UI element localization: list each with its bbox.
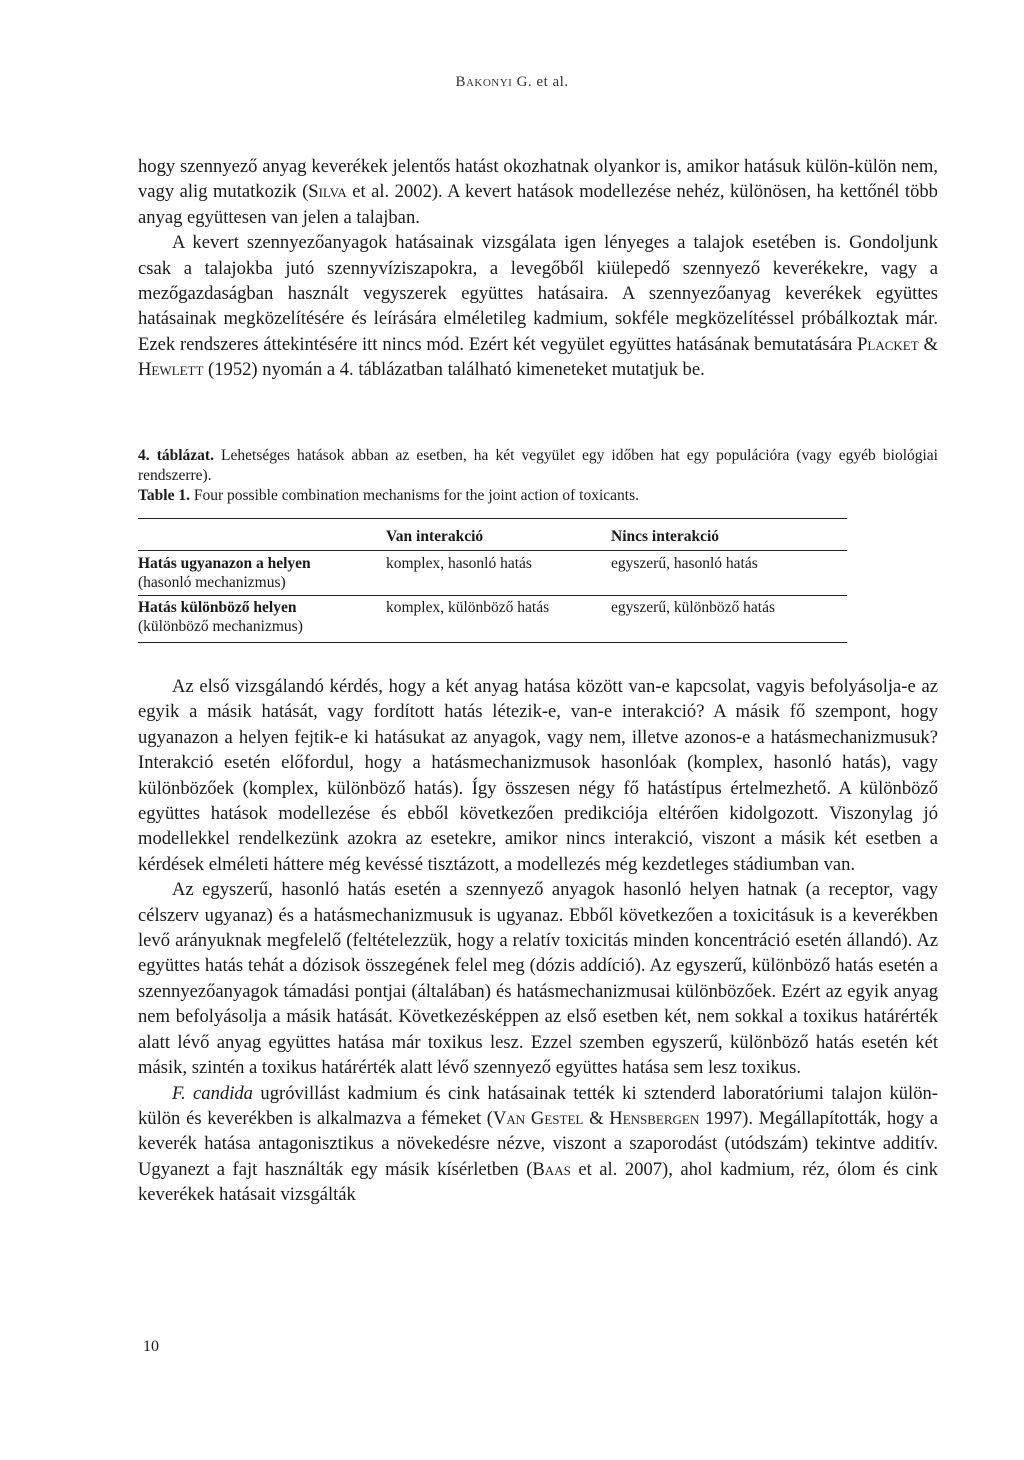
- table-cell-empty: [611, 573, 847, 596]
- paragraph-text: &: [583, 1107, 610, 1129]
- caption-label: 4. táblázat.: [138, 447, 214, 464]
- row-sublabel: (különböző mechanizmus): [138, 617, 386, 643]
- table-cell-empty: [386, 573, 611, 596]
- row-sublabel: (hasonló mechanizmus): [138, 573, 386, 596]
- citation-author: Silva: [308, 181, 347, 203]
- table-row: [138, 596, 847, 618]
- citation-author: Hewlett: [138, 359, 204, 381]
- citation-author: Placket: [857, 333, 919, 355]
- citation-author: Van Gestel: [492, 1107, 584, 1129]
- paragraph-text: hogy szennyező anyag keverékek jelentős hatást okozhatnak olyankor is, amikor hatásuk külön-külön nem, vagy alig mutatkozik (: [138, 156, 938, 203]
- table-cell: komplex, különböző hatás: [386, 599, 550, 616]
- caption-hu: [138, 446, 938, 486]
- table-cell: egyszerű, hasonló hatás: [611, 555, 758, 572]
- citation-author: Hensbergen: [609, 1107, 700, 1129]
- species-name: F. candida: [172, 1082, 253, 1104]
- paragraph: [138, 154, 938, 230]
- paragraph: [138, 1081, 938, 1208]
- table-header-row: [138, 519, 847, 551]
- row-label-text: Hatás ugyanazon a helyen: [138, 555, 311, 572]
- running-header: [0, 74, 1024, 91]
- paragraph-text: 1997). Megállapították, hogy a keverék hatása antagonisztikus a növekedésre nézve, viszont a szaporodást (utódszám) tekintve additív. Ugyanezt a fajt használták egy másik kísérletben (: [138, 1107, 939, 1180]
- table-row-sub: [138, 617, 847, 643]
- caption-label: Table 1.: [138, 487, 190, 504]
- text-block-bottom: [138, 674, 938, 1208]
- paragraph-text: &: [918, 333, 938, 355]
- caption-text: Four possible combination mechanisms for the joint action of toxicants.: [189, 487, 639, 504]
- header-cell-interaction: [386, 519, 611, 551]
- table-cell: komplex, hasonló hatás: [386, 555, 532, 572]
- header-suffix: G. et al.: [512, 74, 569, 90]
- header-text: Van interakció: [386, 528, 484, 545]
- mechanism-table: [138, 518, 847, 643]
- paragraph-text: et al. 2007), ahol kadmium, réz, ólom és cink keverékek hatásait vizsgálták: [138, 1158, 938, 1206]
- table-row: [138, 551, 847, 574]
- row-label: [138, 596, 386, 618]
- page-number: 10: [143, 1338, 159, 1355]
- paragraph-text: ugróvillást kadmium és cink hatásainak tették ki sztenderd laboratóriumi talajon külön-külön és keverékben is alkalmazva a fémeket (: [138, 1082, 938, 1129]
- table-row-sub: [138, 573, 847, 596]
- citation-author: Baas: [532, 1158, 571, 1180]
- table-cell-empty: [386, 617, 611, 643]
- table-caption: [138, 446, 938, 506]
- paragraph-text: et al. 2002). A kevert hatások modellezése nehéz, különösen, ha kettőnél több anyag együttesen van jelen a talajban.: [138, 181, 938, 228]
- header-authors: Bakonyi: [455, 74, 513, 90]
- caption-en: [138, 486, 938, 506]
- row-label: [138, 551, 386, 574]
- paragraph: Az egyszerű, hasonló hatás esetén a szennyező anyagok hasonló helyen hatnak (a receptor, vagy célszerv ugyanaz) és a hatásmechanizmusuk is ugyanaz. Ebből következően a toxicitásuk is a keverékben levő arányuknak megfelelő (feltételezzük, hogy a relatív toxicitás minden koncentráció esetén állandó). Az együttes hatás tehát a dózisok összegének felel meg (dózis addíció). Az egyszerű, különböző hatás esetén a szennyezőanyagok támadási pontjai (általában) és hatásmechanizmusai különbözőek. Ezért az egyik anyag nem befolyásolja a másik hatását. Következésképpen az első esetben két, nem sokkal a toxikus határérték alatt lévő anyag együttes hatása már toxikus lesz. Ezzel szemben egyszerű, különböző hatás esetén két másik, szintén a toxikus határérték alatt lévő szennyező együttes hatása sem lesz toxikus.: [138, 879, 938, 1079]
- header-cell-empty: [138, 519, 386, 551]
- text-block-top: [138, 154, 938, 383]
- table-cell-empty: [611, 617, 847, 643]
- paragraph: Az első vizsgálandó kérdés, hogy a két anyag hatása között van-e kapcsolat, vagyis befolyásolja-e az egyik a másik hatását, vagy fordított hatás létezik-e, van-e interakció? A másik fő szempont, hogy ugyanazon a helyen fejtik-e ki hatásukat az anyagok, vagy nem, illetve azonos-e a hatásmechanizmusuk? Interakció esetén előfordul, hogy a hatásmechanizmusok hasonlóak (komplex, hasonló hatás), vagy különbözőek (komplex, különböző hatás). Így összesen négy fő hatástípus értelmezhető. A különböző együttes hatások modellezése és ebből következően predikciója eltérően kidolgozott. Viszonylag jó modellekkel rendelkezünk azokra az esetekre, amikor nincs interakció, viszont a másik két esetben a kérdések elméleti háttere még kevéssé tisztázott, a modellezés még kezdetleges stádiumban van.: [138, 676, 938, 875]
- header-text: Nincs interakció: [611, 528, 720, 545]
- paragraph-text: (1952) nyomán a 4. táblázatban található kimeneteket mutatjuk be.: [203, 359, 705, 381]
- row-label-text: Hatás különböző helyen: [138, 599, 297, 616]
- table-cell: egyszerű, különböző hatás: [611, 599, 775, 616]
- caption-text: Lehetséges hatások abban az esetben, ha két vegyület egy időben hat egy populációra (vagy egyéb biológiai rendszerre).: [138, 447, 938, 484]
- header-cell-no-interaction: [611, 519, 847, 551]
- paragraph: [138, 230, 938, 382]
- paragraph-text: A kevert szennyezőanyagok hatásainak vizsgálata igen lényeges a talajok esetében is. Gondoljunk csak a talajokba jutó szennyvíziszapokra, a levegőből kiülepedő szennyező keverékekre, vagy a mezőgazdaságban használt vegyszerek együttes hatásaira. A szennyezőanyag keverékek együttes hatásainak megközelítésére és leírására elméletileg kadmium, sokféle megközelítéssel próbálkoztak már. Ezek rendszeres áttekintésére itt nincs mód. Ezért két vegyület együttes hatásának bemutatására: [138, 232, 938, 355]
